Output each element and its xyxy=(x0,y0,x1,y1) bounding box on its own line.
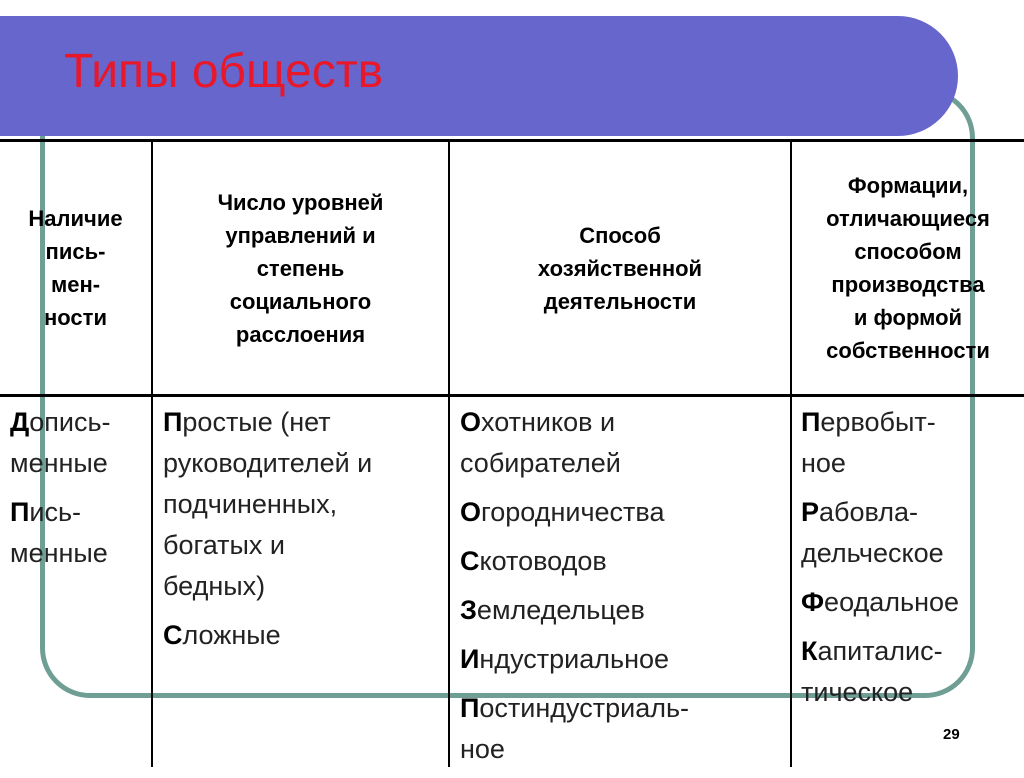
item-line xyxy=(163,615,447,656)
item-text: ное xyxy=(801,448,846,478)
item-text: менные xyxy=(10,538,108,568)
header-line: ности xyxy=(44,305,107,330)
item-text: бедных) xyxy=(163,571,266,601)
list-item xyxy=(163,402,447,607)
header-line: социального xyxy=(229,288,372,314)
item-line xyxy=(801,533,1023,574)
header-line: управлений и xyxy=(225,222,376,248)
column-economic-activity xyxy=(460,402,788,778)
header-formations xyxy=(792,142,1024,394)
initial-letter: Ф xyxy=(801,587,825,617)
initial-letter: П xyxy=(163,407,183,437)
list-item xyxy=(460,639,788,680)
list-item xyxy=(801,582,1023,623)
item-line xyxy=(460,639,788,680)
item-line xyxy=(460,590,788,631)
initial-letter: С xyxy=(163,620,183,650)
list-item xyxy=(801,631,1023,713)
item-text: ное xyxy=(460,734,505,764)
item-line xyxy=(801,631,1023,672)
item-text: хотников и xyxy=(481,407,616,437)
initial-letter: П xyxy=(10,497,30,527)
header-line: деятельности xyxy=(543,288,697,314)
item-line xyxy=(460,688,788,729)
item-line xyxy=(10,533,150,574)
header-writing xyxy=(0,142,151,394)
item-text: менные xyxy=(10,448,108,478)
header-line: Способ xyxy=(579,222,661,248)
header-text xyxy=(538,219,702,318)
item-text: опись- xyxy=(29,407,111,437)
list-item xyxy=(801,492,1023,574)
initial-letter: П xyxy=(460,693,480,723)
list-item xyxy=(460,688,788,770)
list-item xyxy=(10,402,150,484)
header-line: степень xyxy=(256,255,345,281)
item-line xyxy=(801,672,1023,713)
header-line: хозяйственной xyxy=(537,255,703,281)
header-line: Формации, xyxy=(847,173,969,198)
initial-letter: П xyxy=(801,407,821,437)
header-text xyxy=(218,186,384,351)
item-text: апиталис- xyxy=(817,636,943,666)
item-text: ндустриальное xyxy=(479,644,670,674)
item-line xyxy=(10,443,150,484)
item-text: ложные xyxy=(182,620,281,650)
item-text: руководителей и xyxy=(163,448,373,478)
header-text xyxy=(28,202,122,334)
item-text: емледельцев xyxy=(476,595,645,625)
list-item xyxy=(163,615,447,656)
item-line xyxy=(460,443,788,484)
header-line: мен- xyxy=(50,272,101,297)
item-text: городничества xyxy=(481,497,665,527)
slide-title: Типы обществ xyxy=(64,45,384,98)
header-line: собственности xyxy=(826,338,990,363)
item-line xyxy=(801,402,1023,443)
initial-letter: О xyxy=(460,407,482,437)
item-line xyxy=(801,582,1023,623)
item-line xyxy=(460,492,788,533)
item-text: еодальное xyxy=(824,587,960,617)
column-formations xyxy=(801,402,1023,721)
item-line xyxy=(801,492,1023,533)
header-line: Наличие xyxy=(28,206,123,231)
item-text: абовла- xyxy=(819,497,918,527)
item-text: ростые (нет xyxy=(182,407,331,437)
header-line: и формой xyxy=(853,305,963,330)
item-line xyxy=(460,729,788,770)
header-line: Число уровней xyxy=(217,189,384,215)
header-economic-activity xyxy=(450,142,790,394)
header-management-levels xyxy=(153,142,448,394)
list-item xyxy=(460,590,788,631)
item-text: ись- xyxy=(29,497,82,527)
item-text: богатых и xyxy=(163,530,286,560)
initial-letter: Д xyxy=(10,407,30,437)
initial-letter: С xyxy=(460,546,480,576)
column-management-levels xyxy=(163,402,447,664)
item-line xyxy=(460,541,788,582)
item-line xyxy=(10,402,150,443)
list-item xyxy=(10,492,150,574)
item-text: тическое xyxy=(801,677,914,707)
header-text xyxy=(826,169,990,367)
header-line: расслоения xyxy=(235,321,366,347)
item-text: ервобыт- xyxy=(820,407,936,437)
initial-letter: И xyxy=(460,644,480,674)
page-number: 29 xyxy=(943,726,960,743)
initial-letter: О xyxy=(460,497,482,527)
item-line xyxy=(163,484,447,525)
item-line xyxy=(163,402,447,443)
item-line xyxy=(163,566,447,607)
list-item xyxy=(801,402,1023,484)
initial-letter: К xyxy=(801,636,818,666)
header-line: способом xyxy=(854,239,962,264)
initial-letter: З xyxy=(460,595,477,625)
item-line xyxy=(801,443,1023,484)
item-text: дельческое xyxy=(801,538,944,568)
table-header-rule xyxy=(0,394,1024,397)
list-item xyxy=(460,492,788,533)
item-text: подчиненных, xyxy=(163,489,338,519)
item-text: собирателей xyxy=(460,448,621,478)
column-writing xyxy=(10,402,150,582)
header-line: отличающиеся xyxy=(826,206,990,231)
initial-letter: Р xyxy=(801,497,820,527)
header-line: пись- xyxy=(45,239,106,264)
item-line xyxy=(163,525,447,566)
list-item xyxy=(460,541,788,582)
header-line: производства xyxy=(831,272,985,297)
item-line xyxy=(10,492,150,533)
item-line xyxy=(460,402,788,443)
list-item xyxy=(460,402,788,484)
item-text: котоводов xyxy=(479,546,607,576)
item-line xyxy=(163,443,447,484)
item-text: остиндустриаль- xyxy=(479,693,690,723)
